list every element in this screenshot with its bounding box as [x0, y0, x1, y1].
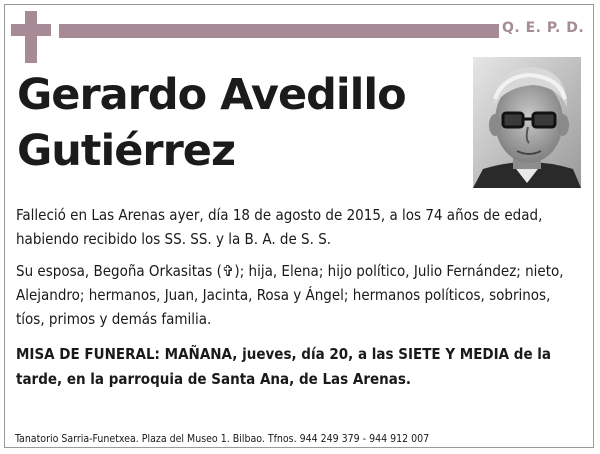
portrait-photo — [473, 57, 581, 188]
name-line-1: Gerardo Avedillo — [17, 70, 406, 120]
family-text-start: Su esposa, Begoña Orkasitas ( — [16, 262, 222, 280]
name-line-2: Gutiérrez — [17, 126, 235, 176]
obituary-card — [4, 4, 594, 448]
death-notice-paragraph: Falleció en Las Arenas ayer, día 18 de agosto de 2015, a los 74 años de edad, habiendo recibido los SS. SS. y la B. A. de S. S. — [16, 206, 543, 248]
family-paragraph — [16, 259, 576, 331]
family-text-end: ); hija, Elena; hijo político, Julio Fernández; nieto, Alejandro; hermanos, Juan, Jacinta, Rosa y Ángel; hermanos políticos, sobrinos, tíos, primos y demás familia. — [16, 262, 564, 328]
header-bar — [59, 24, 499, 38]
funeral-home-info: Tanatorio Sarria-Funetxea. Plaza del Museo 1. Bilbao. Tfnos. 944 249 379 - 944 912 007 — [15, 433, 430, 445]
funeral-mass-paragraph: MISA DE FUNERAL: MAÑANA, jueves, día 20, a las SIETE Y MEDIA de la tarde, en la parroquia de Santa Ana, de Las Arenas. — [16, 345, 552, 388]
cross-icon — [11, 11, 51, 63]
qepd-label: Q. E. P. D. — [502, 20, 585, 36]
deceased-cross-icon: ✞ — [221, 262, 235, 280]
deceased-name — [17, 67, 457, 179]
